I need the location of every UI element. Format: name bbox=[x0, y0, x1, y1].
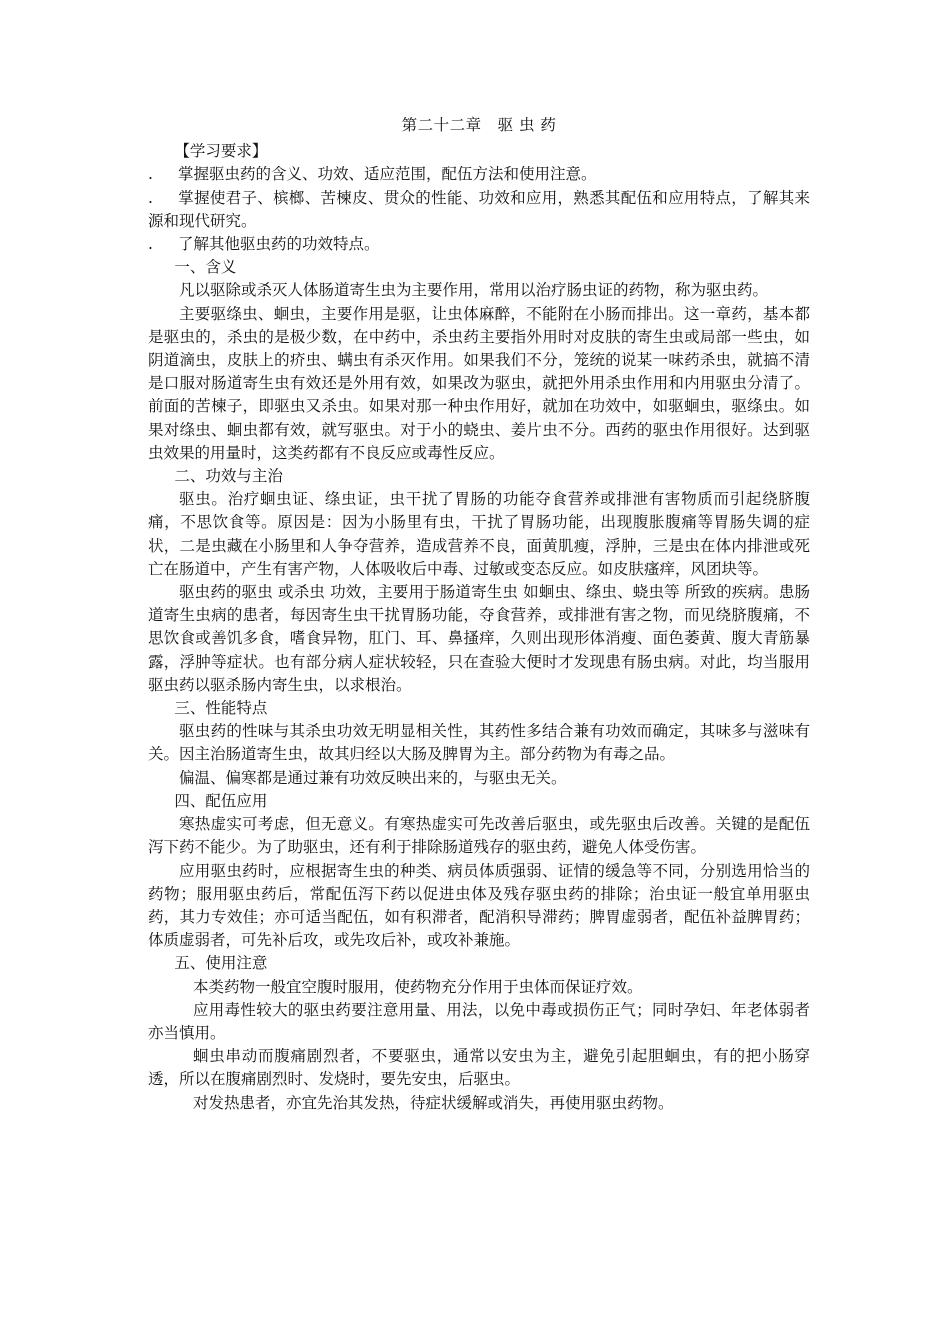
requirement-text: 掌握驱虫药的含义、功效、适应范围，配伍方法和使用注意。 bbox=[178, 165, 597, 184]
paragraph: 驱虫药的驱虫 或杀虫 功效，主要用于肠道寄生虫 如蛔虫、绦虫、蛲虫等 所致的疾病。患肠道寄生虫病的患者，每因寄生虫干扰胃肠功能，夺食营养，或排泄有害之物，而见绕脐腹痛，不思饮食或善饥多食，嗜食异物，肛门、耳、鼻搔痒，久则出现形体消瘦、面色萎黄、腹大青筋暴露，浮肿等症状。也有部分病人症状较轻，只在查验大便时才发现患有肠虫病。对此，均当服用驱虫药以驱杀肠内寄生虫，以求根治。 bbox=[148, 583, 810, 694]
section-heading-effects: 二、功效与主治 bbox=[174, 467, 283, 486]
paragraph: 应用驱虫药时，应根据寄生虫的种类、病员体质强弱、证情的缓急等不同，分别选用恰当的药物；服用驱虫药后，常配伍泻下药以促进虫体及残存驱虫药的排除；治虫证一般宜单用驱虫药，其力专效佳；亦可适当配伍，如有积滞者，配消积导滞药；脾胃虚弱者，配伍补益脾胃药；体质虚弱者，可先补后攻，或先攻后补，或攻补兼施。 bbox=[148, 861, 810, 950]
document-page bbox=[148, 114, 810, 1115]
requirement-item bbox=[148, 187, 810, 233]
section-heading-definition: 一、含义 bbox=[174, 258, 237, 277]
paragraph: 对发热患者，亦宜先治其发热，待症状缓解或消失，再使用驱虫药物。 bbox=[192, 1093, 674, 1112]
requirement-item bbox=[148, 233, 810, 256]
bullet-marker: . bbox=[148, 165, 153, 184]
paragraph: 驱虫药的性味与其杀虫功效无明显相关性，其药性多结合兼有功效而确定，其味多与滋味有关。因主治肠道寄生虫，故其归经以大肠及脾胃为主。部分药物为有毒之品。 bbox=[148, 722, 810, 764]
section-heading-properties: 三、性能特点 bbox=[174, 699, 268, 718]
requirement-text: 掌握使君子、槟榔、苦楝皮、贯众的性能、功效和应用，熟悉其配伍和应用特点，了解其来源和现代研究。 bbox=[148, 188, 810, 230]
paragraph: 蛔虫串动而腹痛剧烈者，不要驱虫，通常以安虫为主，避免引起胆蛔虫，有的把小肠穿透，所以在腹痛剧烈时、发烧时，要先安虫，后驱虫。 bbox=[148, 1047, 810, 1089]
bullet-marker: . bbox=[148, 188, 153, 207]
section-heading-combination: 四、配伍应用 bbox=[174, 791, 268, 810]
section-heading-precautions: 五、使用注意 bbox=[174, 954, 268, 973]
chapter-title: 第二十二章 驱 虫 药 bbox=[401, 116, 557, 134]
paragraph: 凡以驱除或杀灭人体肠道寄生虫为主要作用，常用以治疗肠虫证的药物，称为驱虫药。 bbox=[179, 281, 769, 300]
requirements-heading: 【学习要求】 bbox=[174, 142, 268, 161]
paragraph: 应用毒性较大的驱虫药要注意用量、用法，以免中毒或损伤正气；同时孕妇、年老体弱者亦当慎用。 bbox=[148, 1000, 810, 1042]
requirement-item bbox=[148, 163, 810, 186]
requirement-text: 了解其他驱虫药的功效特点。 bbox=[178, 235, 380, 254]
paragraph: 本类药物一般宜空腹时服用，使药物充分作用于虫体而保证疗效。 bbox=[192, 977, 643, 996]
paragraph: 偏温、偏寒都是通过兼有功效反映出来的，与驱虫无关。 bbox=[179, 768, 567, 787]
paragraph: 寒热虚实可考虑，但无意义。有寒热虚实可先改善后驱虫，或先驱虫后改善。关键的是配伍泻下药不能少。为了助驱虫，还有利于排除肠道残存的驱虫药，避免人体受伤害。 bbox=[148, 815, 810, 857]
bullet-marker: . bbox=[148, 235, 153, 254]
paragraph: 驱虫。治疗蛔虫证、绦虫证，虫干扰了胃肠的功能夺食营养或排泄有害物质而引起绕脐腹痛，不思饮食等。原因是：因为小肠里有虫，干扰了胃肠功能，出现腹胀腹痛等胃肠失调的症状，二是虫藏在小肠里和人争夺营养，造成营养不良，面黄肌瘦，浮肿，三是虫在体内排泄或死亡在肠道中，产生有害产物，人体吸收后中毒、过敏或变态反应。如皮肤瘙痒，风团块等。 bbox=[148, 490, 810, 578]
paragraph: 主要驱绦虫、蛔虫，主要作用是驱，让虫体麻醉，不能附在小肠而排出。这一章药，基本都是驱虫的，杀虫的是极少数，在中药中，杀虫药主要指外用时对皮肤的寄生虫或局部一些虫，如阴道滴虫，皮肤上的疥虫、螨虫有杀灭作用。如果我们不分，笼统的说某一味药杀虫，就搞不清是口服对肠道寄生虫有效还是外用有效，如果改为驱虫，就把外用杀虫作用和内用驱虫分清了。前面的苦楝子，即驱虫又杀虫。如果对那一种虫作用好，就加在功效中，如驱蛔虫，驱绦虫。如果对绦虫、蛔虫都有效，就写驱虫。对于小的蛲虫、姜片虫不分。西药的驱虫作用很好。达到驱虫效果的用量时，这类药都有不良反应或毒性反应。 bbox=[148, 304, 810, 462]
